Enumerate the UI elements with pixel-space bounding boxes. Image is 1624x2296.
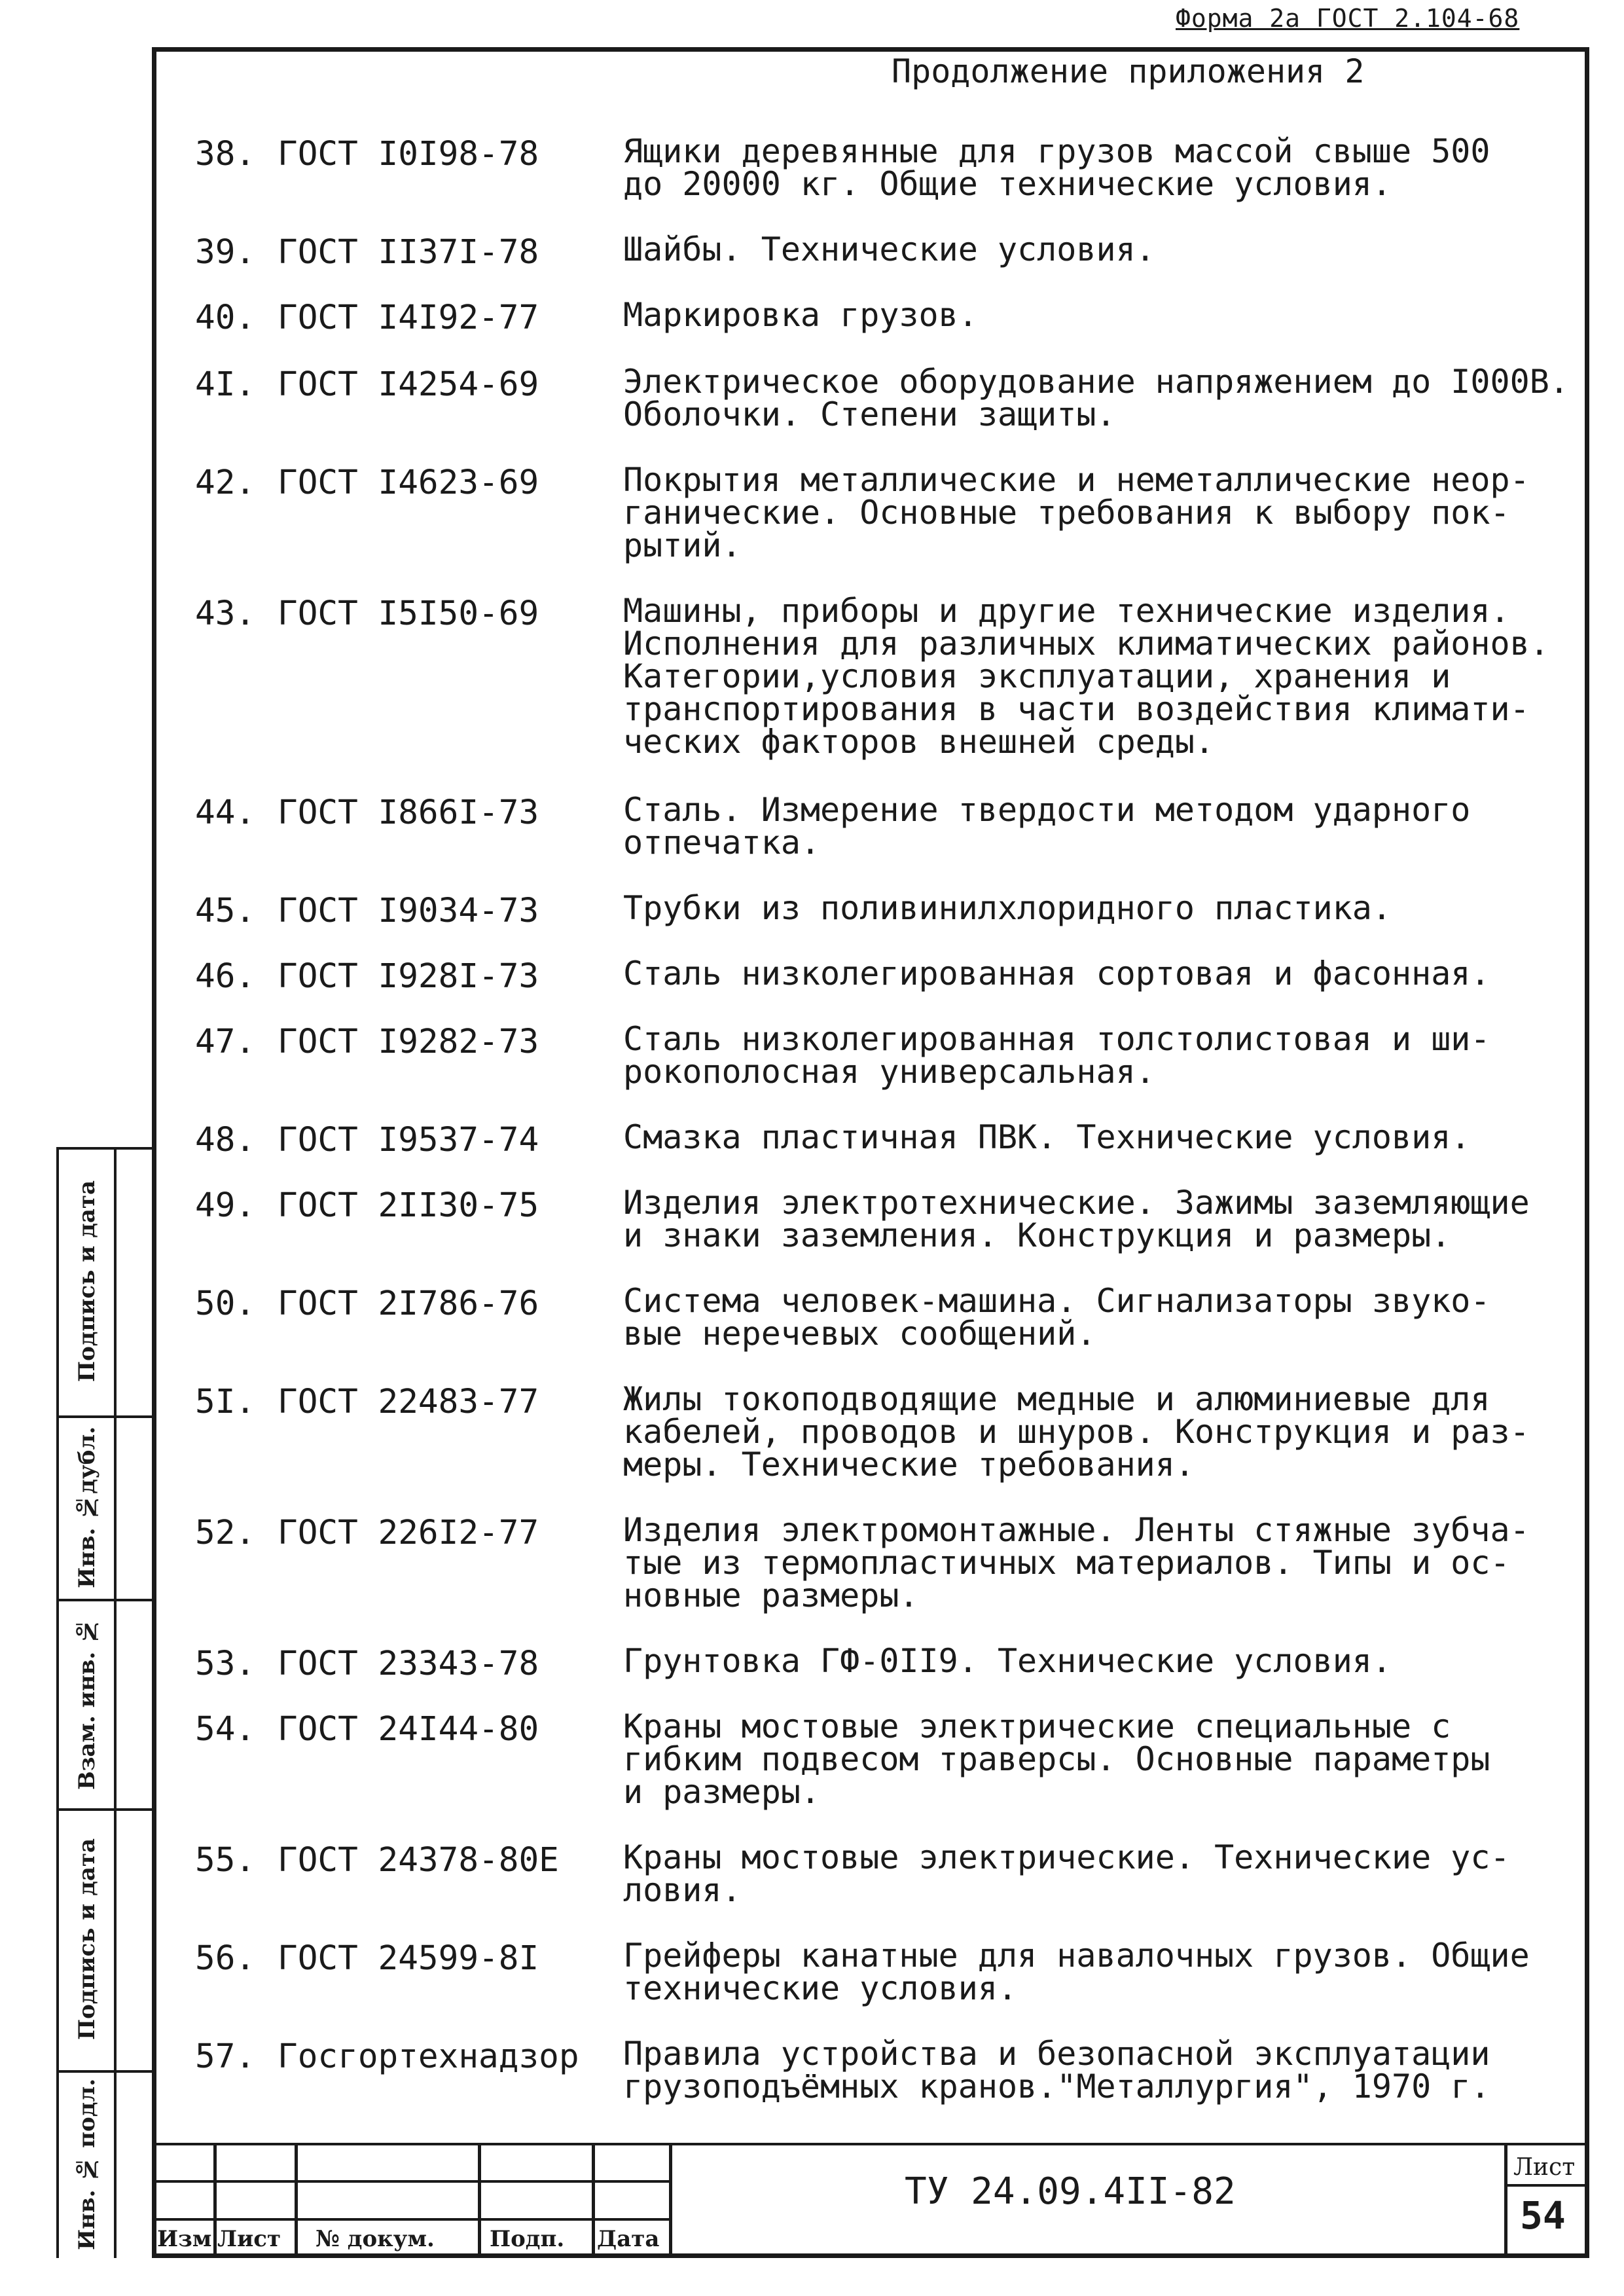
entry-standard: ГОСТ I4254-69 bbox=[278, 365, 539, 404]
entry-standard: ГОСТ 2I786-76 bbox=[278, 1285, 539, 1323]
entry-number: 50. bbox=[195, 1285, 256, 1323]
entry-number: 46. bbox=[195, 957, 256, 996]
entry-standard: ГОСТ I4I92-77 bbox=[278, 299, 539, 337]
entry-number: 49. bbox=[195, 1186, 256, 1225]
entry-description: Грейферы канатные для навалочных грузов. Общие технические условия. bbox=[623, 1937, 1530, 2007]
entry-standard: ГОСТ 23343-78 bbox=[278, 1645, 539, 1683]
entry-description: Изделия электромонтажные. Ленты стяжные зубча- тые из термопластичных материалов. Типы и ос- новные размеры. bbox=[623, 1511, 1530, 1614]
entry-standard: ГОСТ I928I-73 bbox=[278, 957, 539, 996]
binding-strip bbox=[56, 1147, 152, 2258]
col-date: Дата bbox=[597, 2226, 660, 2252]
entry-standard: Госгортехнадзор bbox=[278, 2037, 579, 2076]
entry-number: 42. bbox=[195, 464, 256, 502]
entry-number: 57. bbox=[195, 2037, 256, 2076]
entry-description: Краны мостовые электрические. Технические ус- ловия. bbox=[623, 1838, 1510, 1909]
entry-number: 54. bbox=[195, 1710, 256, 1749]
entry-number: 38. bbox=[195, 135, 256, 173]
entry-number: 43. bbox=[195, 594, 256, 633]
entry-standard: ГОСТ I9034-73 bbox=[278, 892, 539, 930]
entry-standard: ГОСТ I9537-74 bbox=[278, 1121, 539, 1159]
entry-standard: ГОСТ 24599-8I bbox=[278, 1939, 539, 1978]
entry-number: 48. bbox=[195, 1121, 256, 1159]
entry-description: Покрытия металлические и неметаллические неор- ганические. Основные требования к выбору пок- рытий. bbox=[623, 461, 1530, 564]
entry-description: Машины, приборы и другие технические изделия. Исполнения для различных климатических районов. Категории,условия эксплуатации, хранения и транспортирования в части воздействия климати- ческих факторов внешней среды. bbox=[623, 592, 1549, 761]
entry-standard: ГОСТ 22483-77 bbox=[278, 1383, 539, 1421]
entry-description: Система человек-машина. Сигнализаторы звуко- вые неречевых сообщений. bbox=[623, 1282, 1490, 1353]
entry-standard: ГОСТ 24I44-80 bbox=[278, 1710, 539, 1749]
entry-description: Краны мостовые электрические специальные с гибким подвесом траверсы. Основные параметры и размеры. bbox=[623, 1707, 1490, 1811]
entry-standard: ГОСТ I0I98-78 bbox=[278, 135, 539, 173]
entry-description: Сталь низколегированная сортовая и фасонная. bbox=[623, 955, 1490, 993]
entry-standard: ГОСТ 226I2-77 bbox=[278, 1514, 539, 1552]
strip-label-replace-inv: Взам. инв. № bbox=[74, 1617, 100, 1790]
entry-description: Сталь низколегированная толстолистовая и ши- рокополосная универсальная. bbox=[623, 1020, 1490, 1091]
entry-standard: ГОСТ I4623-69 bbox=[278, 464, 539, 502]
strip-label-signature-date: Подпись и дата bbox=[74, 1180, 100, 1383]
col-izm: Изм bbox=[157, 2226, 212, 2252]
strip-label-orig-inv: Инв. № подл. bbox=[74, 2078, 100, 2250]
entry-standard: ГОСТ I866I-73 bbox=[278, 793, 539, 832]
entry-description: Сталь. Измерение твердости методом ударного отпечатка. bbox=[623, 791, 1471, 862]
entry-number: 39. bbox=[195, 233, 256, 272]
entry-number: 47. bbox=[195, 1023, 256, 1061]
form-label: Форма 2а ГОСТ 2.104-68 bbox=[1176, 4, 1520, 33]
strip-label-dup-inv: Инв. №дубл. bbox=[74, 1426, 100, 1588]
entry-description: Шайбы. Технические условия. bbox=[623, 230, 1155, 268]
sheet-label: Лист bbox=[1513, 2154, 1576, 2181]
continuation-heading: Продолжение приложения 2 bbox=[892, 52, 1365, 90]
entry-description: Правила устройства и безопасной эксплуатации грузоподъёмных кранов."Металлургия", 1970 г. bbox=[623, 2035, 1490, 2105]
entry-number: 5I. bbox=[195, 1383, 256, 1421]
sheet-number: 54 bbox=[1520, 2193, 1566, 2238]
entry-description: Смазка пластичная ПВК. Технические условия. bbox=[623, 1118, 1471, 1156]
strip-label-signature-date-2: Подпись и дата bbox=[74, 1838, 100, 2041]
entry-number: 53. bbox=[195, 1645, 256, 1683]
entry-standard: ГОСТ I9282-73 bbox=[278, 1023, 539, 1061]
entry-number: 56. bbox=[195, 1939, 256, 1978]
entry-number: 44. bbox=[195, 793, 256, 832]
entry-description: Ящики деревянные для грузов массой свыше 500 до 20000 кг. Общие технические условия. bbox=[623, 132, 1490, 203]
entry-number: 4I. bbox=[195, 365, 256, 404]
entry-standard: ГОСТ 24378-80Е bbox=[278, 1841, 559, 1880]
entry-number: 45. bbox=[195, 892, 256, 930]
col-signature: Подп. bbox=[490, 2226, 565, 2252]
entry-description: Грунтовка ГФ-0II9. Технические условия. bbox=[623, 1642, 1392, 1680]
document-code: ТУ 24.09.4II-82 bbox=[905, 2170, 1236, 2213]
entry-number: 52. bbox=[195, 1514, 256, 1552]
entry-description: Маркировка грузов. bbox=[623, 296, 978, 334]
entry-description: Трубки из поливинилхлоридного пластика. bbox=[623, 889, 1392, 927]
entry-standard: ГОСТ 2II30-75 bbox=[278, 1186, 539, 1225]
entry-description: Изделия электротехнические. Зажимы заземляющие и знаки заземления. Конструкция и размеры. bbox=[623, 1184, 1530, 1254]
entry-number: 55. bbox=[195, 1841, 256, 1880]
entry-standard: ГОСТ II37I-78 bbox=[278, 233, 539, 272]
col-doc-number: № докум. bbox=[316, 2226, 435, 2252]
entry-description: Электрическое оборудование напряжением до I000В. Оболочки. Степени защиты. bbox=[623, 363, 1569, 433]
entry-number: 40. bbox=[195, 299, 256, 337]
col-list: Лист bbox=[217, 2226, 281, 2252]
entry-description: Жилы токоподводящие медные и алюминиевые для кабелей, проводов и шнуров. Конструкция и раз- меры. Технические требования. bbox=[623, 1380, 1530, 1484]
entry-standard: ГОСТ I5I50-69 bbox=[278, 594, 539, 633]
